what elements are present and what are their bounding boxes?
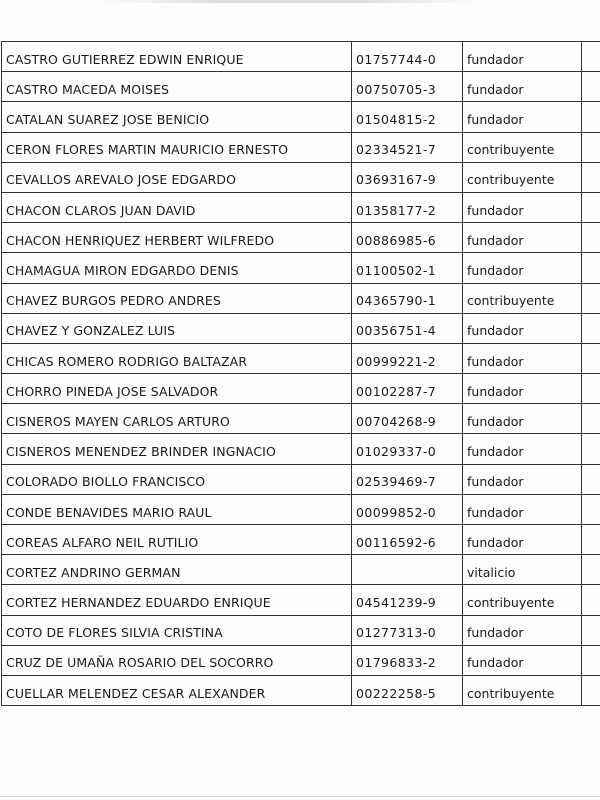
member-id-cell: 02334521-7 (352, 132, 463, 162)
member-row-11 (2, 343, 600, 373)
member-type-cell: fundador (463, 404, 582, 434)
member-row-1 (2, 42, 600, 72)
member-name-cell: CORTEZ HERNANDEZ EDUARDO ENRIQUE (2, 585, 352, 615)
member-row-3 (2, 102, 600, 132)
member-name-cell: CHAVEZ Y GONZALEZ LUIS (2, 313, 352, 343)
member-id-cell: 01796833-2 (352, 645, 463, 675)
member-type-cell: fundador (463, 494, 582, 524)
member-type-cell: fundador (463, 645, 582, 675)
member-id-cell: 01757744-0 (352, 42, 463, 72)
empty-extra-cell (582, 434, 600, 464)
member-row-9 (2, 283, 600, 313)
empty-extra-cell (582, 343, 600, 373)
member-id-cell (352, 555, 463, 585)
member-name-cell: CHACON CLAROS JUAN DAVID (2, 192, 352, 222)
member-name-cell: CASTRO GUTIERREZ EDWIN ENRIQUE (2, 42, 352, 72)
empty-extra-cell (582, 253, 600, 283)
empty-extra-cell (582, 374, 600, 404)
member-type-cell: fundador (463, 72, 582, 102)
member-name-cell: CORTEZ ANDRINO GERMAN (2, 555, 352, 585)
member-type-cell: contribuyente (463, 132, 582, 162)
member-type-cell: contribuyente (463, 585, 582, 615)
member-type-cell: fundador (463, 102, 582, 132)
member-name-cell: CEVALLOS AREVALO JOSE EDGARDO (2, 162, 352, 192)
empty-extra-cell (582, 72, 600, 102)
member-id-cell: 00099852-0 (352, 494, 463, 524)
member-registry-table (1, 41, 600, 706)
member-type-cell: fundador (463, 42, 582, 72)
member-name-cell: CONDE BENAVIDES MARIO RAUL (2, 494, 352, 524)
member-id-cell: 00999221-2 (352, 343, 463, 373)
member-id-cell: 00356751-4 (352, 313, 463, 343)
member-type-cell: fundador (463, 343, 582, 373)
member-id-cell: 00886985-6 (352, 223, 463, 253)
member-id-cell: 01029337-0 (352, 434, 463, 464)
member-name-cell: CATALAN SUAREZ JOSE BENICIO (2, 102, 352, 132)
member-id-cell: 00222258-5 (352, 675, 463, 705)
member-name-cell: CHICAS ROMERO RODRIGO BALTAZAR (2, 343, 352, 373)
member-row-17 (2, 525, 600, 555)
member-row-18 (2, 555, 600, 585)
empty-extra-cell (582, 102, 600, 132)
member-name-cell: COLORADO BIOLLO FRANCISCO (2, 464, 352, 494)
member-name-cell: CHORRO PINEDA JOSE SALVADOR (2, 374, 352, 404)
member-id-cell: 03693167-9 (352, 162, 463, 192)
member-row-22 (2, 675, 600, 705)
member-type-cell: fundador (463, 464, 582, 494)
member-row-6 (2, 192, 600, 222)
member-id-cell: 02539469-7 (352, 464, 463, 494)
member-row-2 (2, 72, 600, 102)
member-type-cell: fundador (463, 615, 582, 645)
member-row-14 (2, 434, 600, 464)
empty-extra-cell (582, 313, 600, 343)
member-id-cell: 04541239-9 (352, 585, 463, 615)
member-row-12 (2, 374, 600, 404)
empty-extra-cell (582, 585, 600, 615)
scan-artifact-bottom (0, 796, 600, 797)
empty-extra-cell (582, 615, 600, 645)
member-id-cell: 00750705-3 (352, 72, 463, 102)
member-id-cell: 00704268-9 (352, 404, 463, 434)
member-type-cell: contribuyente (463, 162, 582, 192)
member-type-cell: fundador (463, 434, 582, 464)
member-id-cell: 00102287-7 (352, 374, 463, 404)
member-row-8 (2, 253, 600, 283)
member-name-cell: COREAS ALFARO NEIL RUTILIO (2, 525, 352, 555)
member-name-cell: CHAVEZ BURGOS PEDRO ANDRES (2, 283, 352, 313)
member-row-7 (2, 223, 600, 253)
member-name-cell: CISNEROS MAYEN CARLOS ARTURO (2, 404, 352, 434)
member-type-cell: fundador (463, 374, 582, 404)
empty-extra-cell (582, 404, 600, 434)
member-type-cell: fundador (463, 223, 582, 253)
member-registry-body (2, 42, 600, 706)
member-type-cell: fundador (463, 253, 582, 283)
empty-extra-cell (582, 162, 600, 192)
member-name-cell: COTO DE FLORES SILVIA CRISTINA (2, 615, 352, 645)
empty-extra-cell (582, 525, 600, 555)
member-name-cell: CRUZ DE UMAÑA ROSARIO DEL SOCORRO (2, 645, 352, 675)
scan-artifact-top (100, 0, 480, 3)
member-id-cell: 04365790-1 (352, 283, 463, 313)
member-type-cell: contribuyente (463, 283, 582, 313)
member-name-cell: CISNEROS MENENDEZ BRINDER INGNACIO (2, 434, 352, 464)
empty-extra-cell (582, 132, 600, 162)
empty-extra-cell (582, 675, 600, 705)
member-id-cell: 01100502-1 (352, 253, 463, 283)
empty-extra-cell (582, 192, 600, 222)
member-row-16 (2, 494, 600, 524)
member-row-4 (2, 132, 600, 162)
member-name-cell: CUELLAR MELENDEZ CESAR ALEXANDER (2, 675, 352, 705)
member-type-cell: contribuyente (463, 675, 582, 705)
member-row-21 (2, 645, 600, 675)
member-row-19 (2, 585, 600, 615)
member-id-cell: 01277313-0 (352, 615, 463, 645)
member-id-cell: 00116592-6 (352, 525, 463, 555)
member-type-cell: fundador (463, 313, 582, 343)
member-type-cell: vitalicio (463, 555, 582, 585)
empty-extra-cell (582, 42, 600, 72)
member-name-cell: CERON FLORES MARTIN MAURICIO ERNESTO (2, 132, 352, 162)
member-type-cell: fundador (463, 192, 582, 222)
empty-extra-cell (582, 494, 600, 524)
empty-extra-cell (582, 645, 600, 675)
member-id-cell: 01358177-2 (352, 192, 463, 222)
member-row-5 (2, 162, 600, 192)
member-row-13 (2, 404, 600, 434)
member-row-20 (2, 615, 600, 645)
member-name-cell: CHACON HENRIQUEZ HERBERT WILFREDO (2, 223, 352, 253)
empty-extra-cell (582, 283, 600, 313)
member-row-10 (2, 313, 600, 343)
member-name-cell: CASTRO MACEDA MOISES (2, 72, 352, 102)
empty-extra-cell (582, 555, 600, 585)
member-id-cell: 01504815-2 (352, 102, 463, 132)
member-type-cell: fundador (463, 525, 582, 555)
member-name-cell: CHAMAGUA MIRON EDGARDO DENIS (2, 253, 352, 283)
empty-extra-cell (582, 464, 600, 494)
empty-extra-cell (582, 223, 600, 253)
member-row-15 (2, 464, 600, 494)
